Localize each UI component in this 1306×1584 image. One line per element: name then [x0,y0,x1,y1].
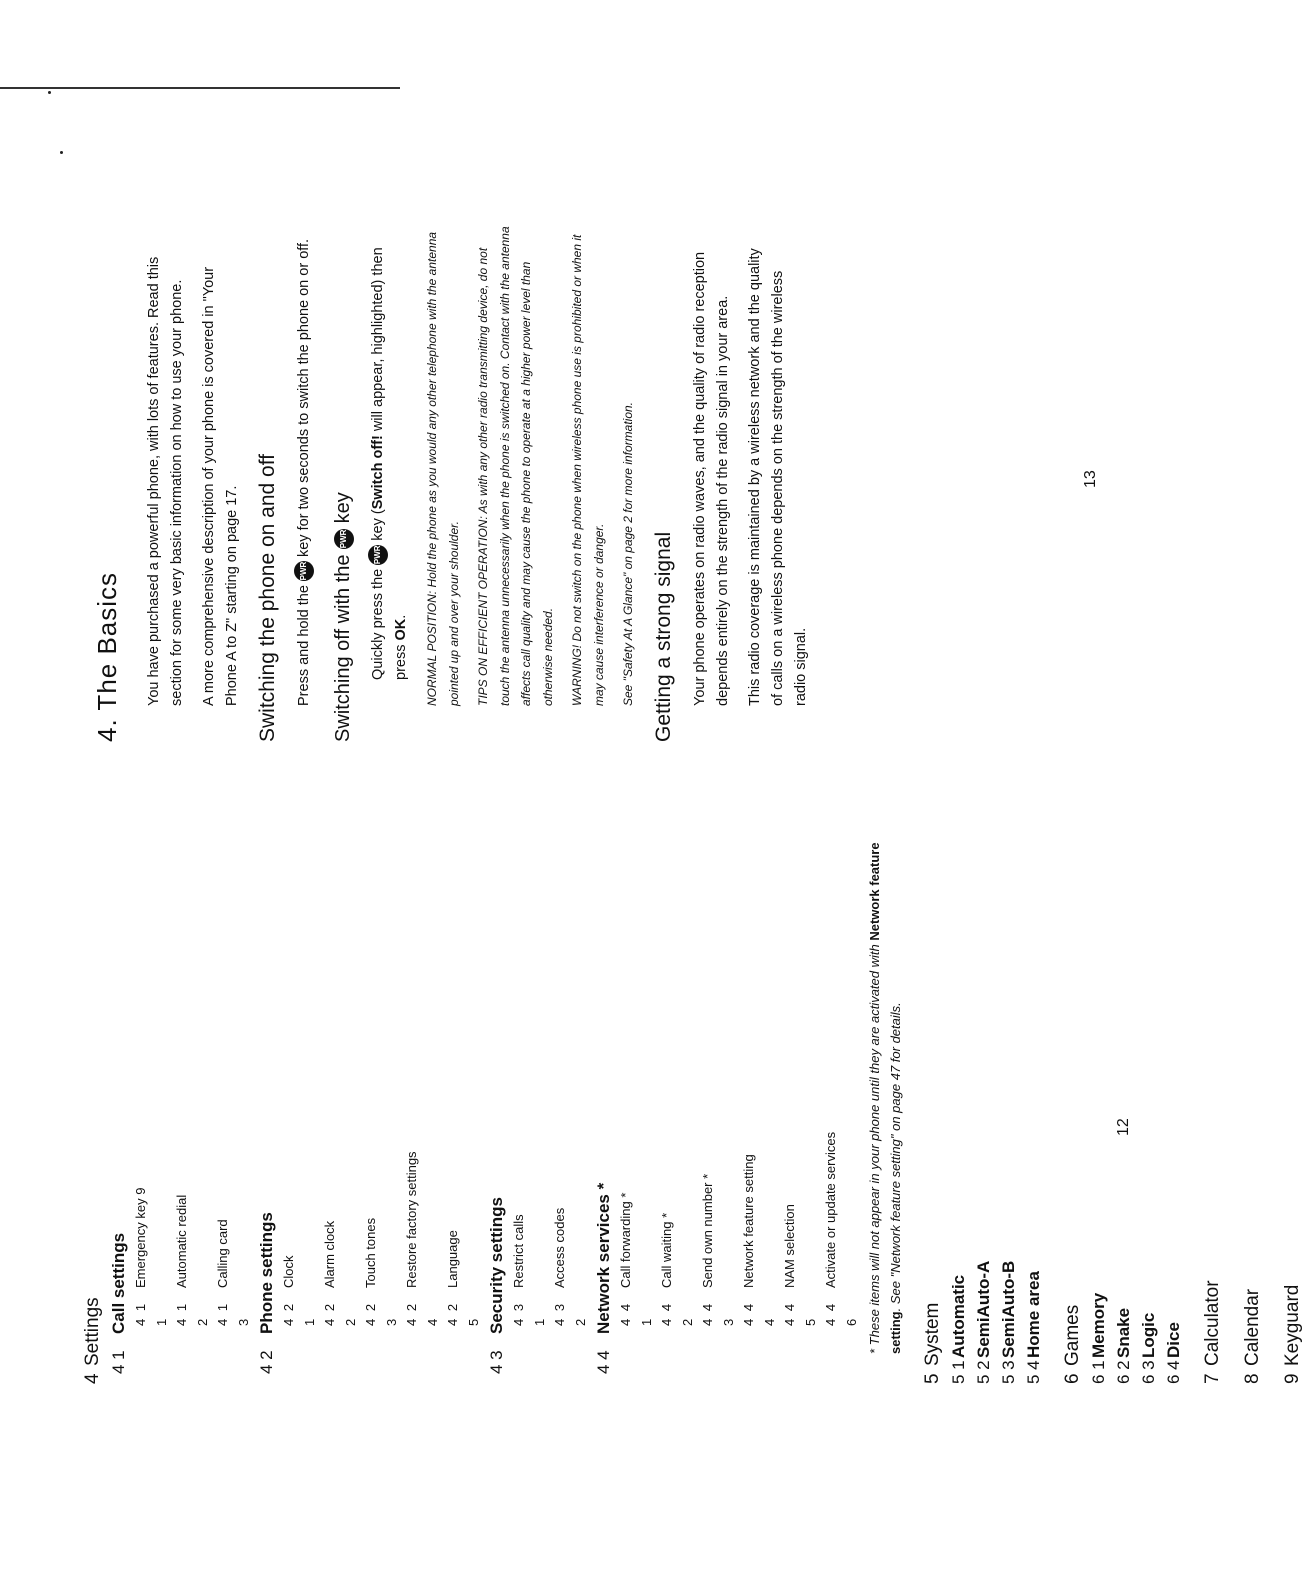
menu-item-label: Clock [281,1255,296,1288]
menu-item-label: Send own number * [700,1173,715,1288]
menu-item-label: Network services * [594,1182,613,1334]
menu-item-label: Activate or update services [823,1131,838,1288]
switching-text-end: key for two seconds to switch the phone on or off. [296,238,312,562]
signal-heading: Getting a strong signal [651,531,675,742]
menu-item-number: 4 4 3 [700,1301,736,1326]
menu-item-number: 4 2 4 [404,1301,440,1326]
menu-item-label: Keyguard [1282,1284,1303,1366]
menu-item-label: Language [445,1230,460,1288]
menu-item-label: Security settings [487,1197,506,1334]
menu-item-label: Home area [1024,1271,1043,1358]
menu-item-label: Games [1062,1304,1083,1366]
safety-reference: See "Safety At A Glance" on page 2 for more information. [621,401,635,706]
switching-text-start: Press and hold the [296,581,312,706]
menu-item-label: Automatic redial [174,1194,189,1288]
menu-item [1021,824,1046,1384]
menu-item-number: 5 1 [949,1360,968,1384]
switch-off-text-mid: key ( [370,509,386,545]
menu-item [996,824,1021,1384]
power-key-icon: PWR [294,561,314,581]
scan-edge-line [0,87,400,89]
menu-item-label: Calendar [1242,1288,1263,1366]
normal-position-note: NORMAL POSITION: Hold the phone as you would any other telephone with the antenna pointed up and over your shoulder. [425,231,461,706]
network-services-footnote [864,834,906,1384]
menu-item-label: Settings [82,1297,103,1366]
menu-item-label: Restore factory settings [404,1151,419,1288]
menu-item [780,824,821,1384]
menu-item [1200,824,1226,1384]
menu-item-number: 4 3 1 [511,1301,547,1326]
menu-item [946,824,971,1384]
signal-paragraph-1: Your phone operates on radio waves, and the quality of radio reception depends entirely on the strength of the radio signal in your area. [691,251,731,706]
menu-item [698,824,739,1384]
menu-item [320,824,361,1384]
menu-item [1136,824,1161,1384]
menu-item [1086,824,1111,1384]
menu-item-number: 5 2 [974,1360,993,1384]
menu-item-number: 4 3 2 [552,1301,588,1326]
switching-paragraph [293,236,316,706]
menu-item [279,824,320,1384]
menu-item [1060,824,1086,1384]
menu-item-number: 6 4 [1164,1360,1183,1384]
menu-item-number: 8 [1242,1373,1263,1384]
menu-item-number: 5 3 [999,1360,1018,1384]
settings-menu-outline [80,824,1306,1384]
menu-item-label: Network feature setting [741,1154,756,1288]
warning-note: WARNING! Do not switch on the phone when wireless phone use is prohibited or when it may cause interference or danger. [570,234,606,706]
menu-item [361,824,402,1384]
menu-item-number: 9 [1282,1373,1303,1384]
scan-speck [60,151,63,154]
page-number-left: 12 [1115,1118,1132,1136]
switch-off-paragraph [367,240,413,680]
menu-item-label: Touch tones [363,1217,378,1288]
menu-item-label: Emergency key 9 [133,1187,148,1288]
menu-item-label: SemiAuto-A [974,1260,993,1358]
menu-item-number: 6 2 [1114,1360,1133,1384]
menu-item-label: Call waiting * [659,1212,674,1288]
menu-item-number: 4 4 1 [618,1301,654,1326]
menu-item [920,824,946,1384]
switch-off-heading-start: Switching off with the [332,548,354,742]
power-key-icon: PWR [368,545,388,565]
menu-item [509,824,550,1384]
menu-item [131,824,172,1384]
menu-item-number: 7 [1202,1373,1223,1384]
footnote-bold-text: Network feature setting [867,842,903,1354]
menu-item [1161,824,1186,1384]
menu-item [254,824,279,1384]
menu-item-label: Calling card [215,1219,230,1288]
menu-item-label: Alarm clock [322,1220,337,1288]
menu-item-label: Snake [1114,1307,1133,1358]
switch-off-display-text: Switch off! [370,435,386,510]
menu-item [1240,824,1266,1384]
menu-item-number: 4 3 [487,1350,506,1374]
menu-item-number: 6 1 [1089,1360,1108,1384]
menu-item [106,824,131,1384]
menu-item-number: 4 2 1 [281,1301,317,1326]
signal-paragraph-2: This radio coverage is maintained by a wireless network and the quality of calls on a wireless phone depends on the strength of the wireless radio signal. [746,248,809,706]
menu-item-number: 4 4 2 [659,1301,695,1326]
menu-item-label: Automatic [949,1274,968,1358]
right-page [0,0,1224,792]
menu-item [821,824,862,1384]
menu-item-number: 4 1 [109,1350,128,1374]
menu-item-number: 4 2 2 [322,1301,358,1326]
menu-item-number: 4 1 1 [133,1301,169,1326]
switching-heading: Switching the phone on and off [256,453,279,742]
menu-item-label: Memory [1089,1292,1108,1358]
menu-item-number: 4 4 5 [782,1301,818,1326]
menu-item [616,824,657,1384]
menu-item [213,824,254,1384]
menu-item-number: 4 4 [594,1350,613,1374]
menu-item-number: 4 2 5 [445,1301,481,1326]
basics-section [92,182,822,742]
menu-item-label: Logic [1139,1312,1158,1358]
menu-item-number: 4 2 3 [363,1301,399,1326]
efficient-operation-tips: TIPS ON EFFICIENT OPERATION: As with any other radio transmitting device, do not touch the antenna unnecessarily when the phone is switched on. Contact with the antenna affects call quality and may cause the phone to operate at a higher power level than otherwise needed. [476,226,555,706]
switch-off-heading [332,182,355,742]
menu-item-label: Access codes [552,1207,567,1288]
menu-item [80,824,106,1384]
menu-item-number: 4 4 4 [741,1301,777,1326]
menu-item-label: Restrict calls [511,1214,526,1288]
switch-off-heading-end: key [332,492,354,529]
menu-item-number: 5 4 [1024,1360,1043,1384]
ok-key-text: OK [393,618,409,641]
menu-item [739,824,780,1384]
menu-item-label: Call settings [109,1232,128,1334]
left-page [0,792,1303,1584]
menu-item-label: Dice [1164,1322,1183,1358]
menu-item-number: 4 1 3 [215,1301,251,1326]
chapter-title: 4. The Basics [92,571,122,742]
intro-paragraph: You have purchased a powerful phone, with lots of features. Read this section for some very basic information on how to use your phone. [146,256,185,706]
power-key-icon: PWR [334,529,354,549]
menu-item [657,824,698,1384]
menu-item [971,824,996,1384]
menu-item [1280,824,1306,1384]
menu-item-number: 4 1 2 [174,1301,210,1326]
footnote-text-end: . See "Network feature setting" on page 47 for details. [888,1002,903,1312]
switch-off-text-mid2: will appear, highlighted) then press [370,247,409,680]
switch-off-text-start: Quickly press the [370,564,386,680]
menu-item [402,824,443,1384]
menu-item [591,824,616,1384]
footnote-text: * These items will not appear in your phone until they are activated with [867,940,882,1354]
menu-item-label: SemiAuto-B [999,1260,1018,1358]
page-number-right: 13 [1082,470,1099,488]
menu-item-label: NAM selection [782,1204,797,1288]
menu-item [172,824,213,1384]
menu-item-label: Calculator [1202,1280,1223,1366]
menu-item-number: 4 4 6 [823,1301,859,1326]
menu-item-number: 4 2 [257,1350,276,1374]
intro-reference-paragraph: A more comprehensive description of your phone is covered in "Your Phone A to Z" starting on page 17. [201,266,240,706]
menu-item [1111,824,1136,1384]
menu-item-number: 6 [1062,1373,1083,1384]
menu-item-number: 6 3 [1139,1360,1158,1384]
menu-item-label: Call forwarding * [618,1192,633,1288]
menu-item [484,824,509,1384]
scan-speck [48,91,51,94]
menu-item-number: 4 [82,1373,103,1384]
menu-item-number: 5 [922,1373,943,1384]
menu-item-label: System [922,1302,943,1366]
menu-item [550,824,591,1384]
menu-item [443,824,484,1384]
menu-item-label: Phone settings [257,1212,276,1334]
switch-off-text-end: . [393,614,409,619]
